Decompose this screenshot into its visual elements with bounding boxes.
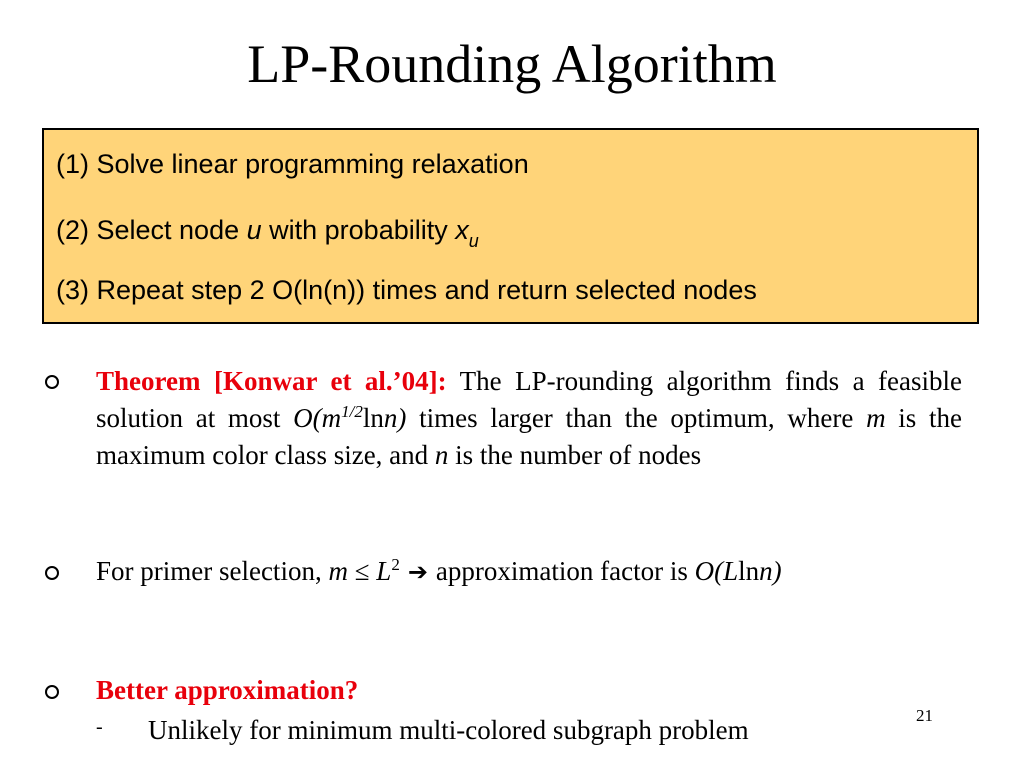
L-exponent: 2 (391, 555, 400, 574)
bound-open: O(m (293, 403, 342, 433)
sub-bullet-dash: - (96, 716, 103, 738)
probability-variable (455, 215, 479, 251)
algorithm-step-2 (56, 215, 479, 252)
bound-close: n) (383, 403, 407, 433)
step2-prefix: (2) Select node (56, 215, 247, 245)
page-number: 21 (916, 706, 933, 725)
theorem-text-4: is the number of nodes (448, 440, 702, 470)
node-variable: u (246, 215, 262, 245)
bound-exponent: 1/2 (341, 402, 363, 421)
step2-middle: with probability (261, 215, 456, 245)
var-n: n (434, 440, 449, 470)
algorithm-step-3: (3) Repeat step 2 O(ln(n)) times and return selected nodes (56, 275, 757, 305)
algorithm-step-1: (1) Solve linear programming relaxation (56, 149, 529, 179)
primer-var-m: m (328, 556, 348, 586)
theorem-text-2: times larger than the optimum, where (406, 403, 867, 433)
theorem-text-3: is the maximum color class size, and (96, 403, 962, 470)
bullet-circle-icon (45, 685, 59, 699)
probability-base: x (455, 215, 469, 245)
bound-ln: ln (362, 403, 384, 433)
sub-bullet-text: Unlikely for minimum multi-colored subgraph problem (148, 715, 749, 745)
implies-arrow-icon: ➔ (407, 558, 428, 586)
primer-bullet (96, 553, 962, 591)
factor-ln: ln (738, 556, 760, 586)
factor-close: n) (759, 556, 782, 586)
better-approximation-heading: Better approximation? (96, 675, 359, 705)
theorem-text-1: The LP-rounding algorithm finds a feasible solution at most (96, 366, 962, 433)
theorem-bullet (96, 363, 962, 474)
leq-symbol: ≤ (347, 556, 377, 586)
primer-text-2: approximation factor is (435, 556, 695, 586)
theorem-label: Theorem [Konwar et al.’04]: (96, 366, 447, 396)
primer-var-L: L (376, 556, 392, 586)
slide-title: LP-Rounding Algorithm (247, 34, 777, 94)
bullet-circle-icon (45, 566, 59, 580)
var-m: m (866, 403, 886, 433)
factor-open: O(L (694, 556, 739, 586)
bullet-circle-icon (45, 375, 59, 389)
probability-subscript: u (468, 231, 479, 251)
primer-text-1: For primer selection, (96, 556, 329, 586)
algorithm-box (42, 128, 979, 324)
